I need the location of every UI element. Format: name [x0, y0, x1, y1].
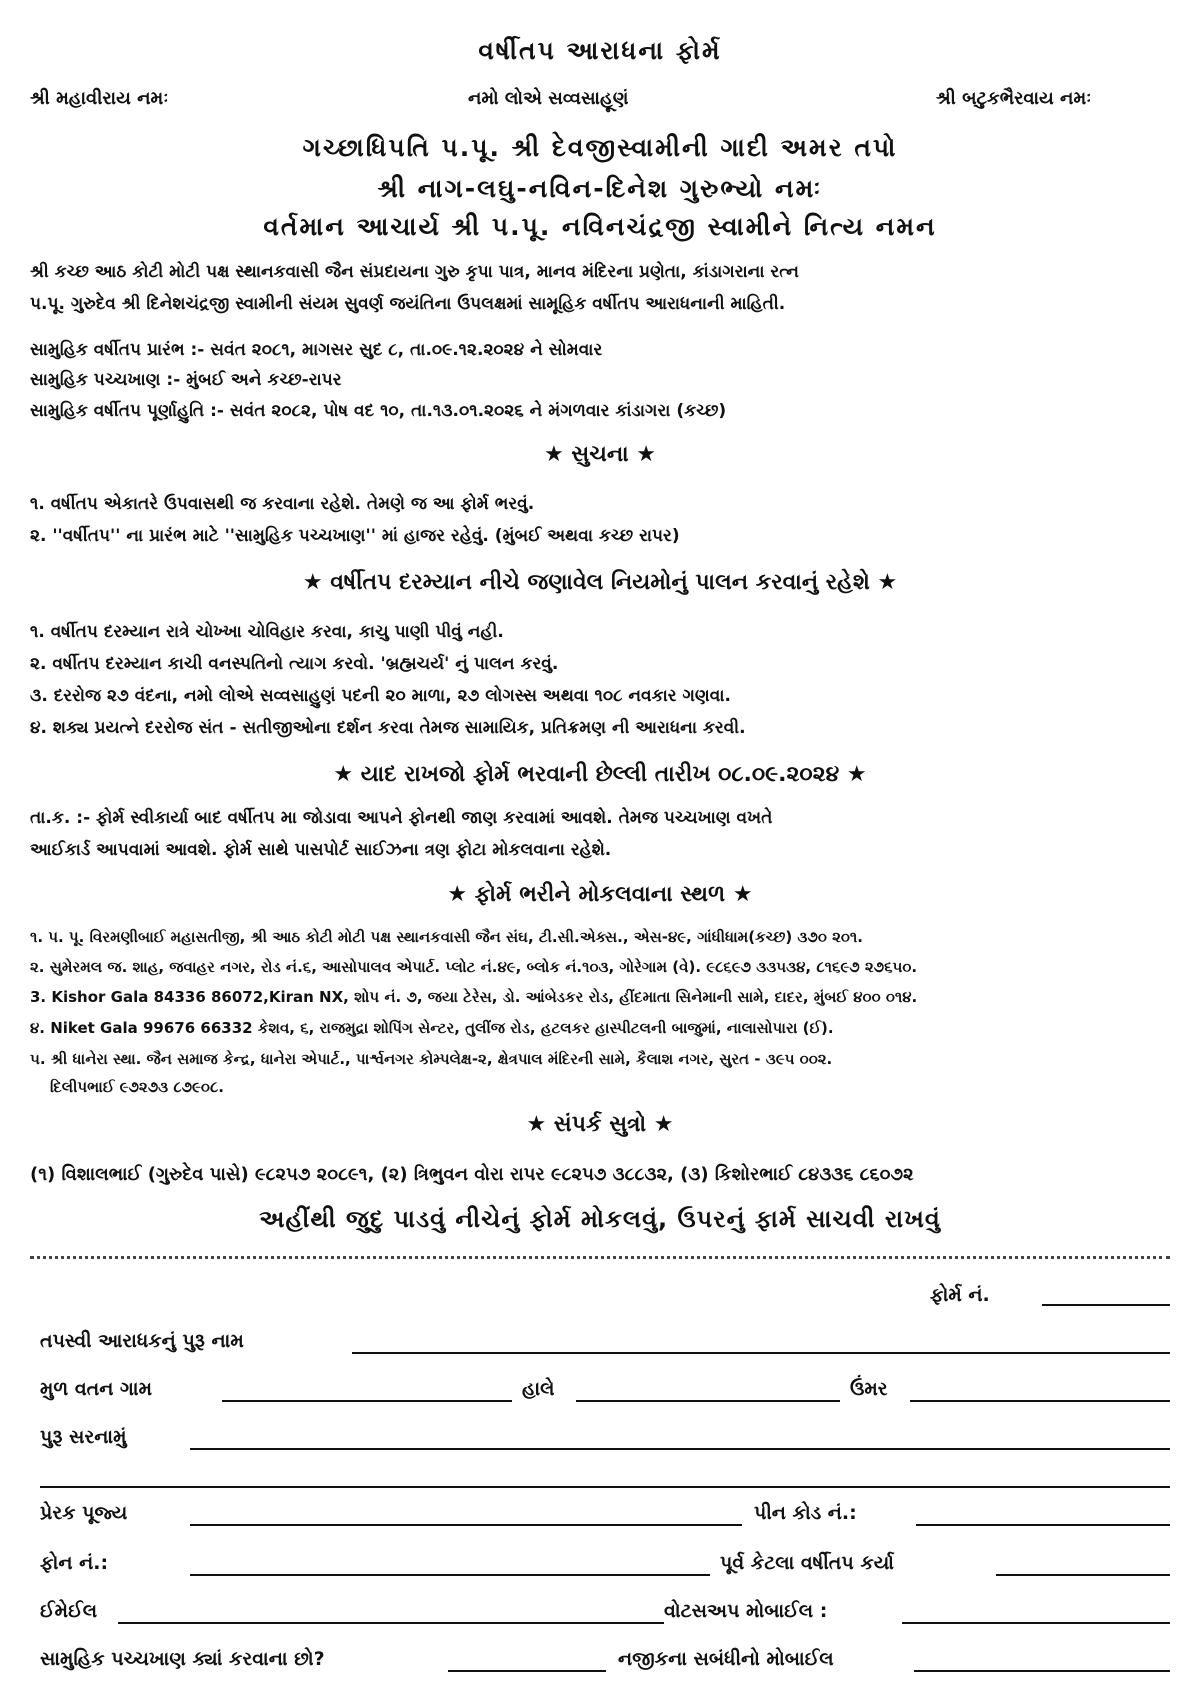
- address-label: પુરૂ સરનામું: [40, 1426, 127, 1448]
- native-village-field[interactable]: [222, 1400, 512, 1402]
- deadline-heading: ★ યાદ રાખજો ફોર્મ ભરવાની છેલ્લી તારીખ ૦૮.૦૯.૨૦૨૪ ★: [333, 762, 867, 787]
- intro-paragraph-1: શ્રી કચ્છ આઠ કોટી મોટી પક્ષ સ્થાનકવાસી જૈન સંપ્રદાયના ગુરુ કૃપા પાત્ર, માનવ મંદિરના પ્રણેતા, કાંડાગરાના રત્ન: [30, 262, 799, 282]
- native-village-label: મુળ વતન ગામ: [40, 1378, 152, 1400]
- contacts-heading: ★ સંપર્ક સુત્રો ★: [526, 1112, 674, 1137]
- address-item-cont: દિલીપભાઈ ૯૭૨૭૩ ૮૭૯૦૮.: [50, 1078, 224, 1096]
- address-item: ૨. સુમેરમલ જ. શાહ, જવાહર નગર, રોડ નં.૬, આસોપાલવ એપાર્ટ. પ્લોટ નં.૪૯, બ્લોક નં.૧૦૩, ગોરેગામ (વે). ૯૮૬૯૭ ૩૩૫૩૪, ૮૧૬૯૭ ૨૭૬૫૦.: [30, 958, 918, 976]
- current-field[interactable]: [576, 1400, 840, 1402]
- pin-label: પીન કોડ નં.:: [754, 1502, 857, 1524]
- right-invocation: શ્રી બટુકભૈરવાય નમઃ: [936, 88, 1092, 109]
- form-no-label: ફોર્મ નં.: [930, 1284, 990, 1306]
- phone-field[interactable]: [190, 1574, 710, 1576]
- left-invocation: શ્રી મહાવીરાય નમઃ: [30, 88, 169, 109]
- previous-field[interactable]: [996, 1574, 1170, 1576]
- contacts-line: (૧) વિશાલભાઈ (ગુરુદેવ પાસે) ૯૮૨૫૭ ૨૦૮૯૧, (૨) ત્રિભુવન વોરા રાપર ૯૮૨૫૭ ૩૮૮૩૨, (૩) કિશોરભાઈ ૮૪૩૩૬ ૮૬૦૭૨: [30, 1164, 914, 1185]
- relative-mobile-field[interactable]: [914, 1670, 1170, 1672]
- inspirer-field[interactable]: [190, 1524, 742, 1526]
- email-label: ઈમેઈલ: [40, 1600, 98, 1622]
- current-label: હાલે: [522, 1378, 555, 1400]
- deadline-note-1: તા.ક. :- ફોર્મ સ્વીકાર્યા બાદ વર્ષીતપ મા જોડાવા આપને ફોનથી જાણ કરવામાં આવશે. તેમજ પચ્ચખાણ વખતે: [30, 808, 773, 828]
- where-pachakhan-label: સામુહિક પચ્ચખાણ ક્યાં કરવાના છો?: [40, 1648, 325, 1670]
- page-title: વર્ષીતપ આરાધના ફોર્મ: [478, 36, 722, 65]
- lineage-line-2: શ્રી નાગ-લઘુ-નવિન-દિનેશ ગુરુભ્યો નમઃ: [377, 174, 823, 203]
- center-invocation: નમો લોએ સવ્વસાહૂણં: [468, 88, 629, 109]
- where-pachakhan-field[interactable]: [448, 1670, 606, 1672]
- notice-item: ૧. વર્ષીતપ એકાતરે ઉપવાસથી જ કરવાના રહેશે. તેમણે જ આ ફોર્મ ભરવું.: [30, 494, 535, 514]
- notice-heading: ★ સુચના ★: [544, 442, 656, 467]
- rules-heading: ★ વર્ષીતપ દરમ્યાન નીચે જણાવેલ નિયમોનું પાલન કરવાનું રહેશે ★: [302, 570, 898, 595]
- lineage-line-3: વર્તમાન આચાર્ય શ્રી પ.પૂ. નવિનચંદ્રજી સ્વામીને નિત્ય નમન: [263, 212, 937, 241]
- email-field[interactable]: [118, 1622, 664, 1624]
- age-label: ઉંમર: [850, 1378, 888, 1400]
- address-field-2[interactable]: [40, 1486, 1170, 1488]
- inspirer-label: પ્રેરક પૂજ્ય: [40, 1502, 128, 1524]
- rule-item: ૩. દરરોજ ૨૭ વંદના, નમો લોએ સવ્વસાહુણં પદની ૨૦ માળા, ૨૭ લોગસ્સ અથવા ૧૦૮ નવકાર ગણવા.: [30, 686, 731, 706]
- whatsapp-field[interactable]: [902, 1622, 1170, 1624]
- full-name-field[interactable]: [352, 1352, 1170, 1354]
- address-item: ૫. શ્રી ધાનેરા સ્થા. જૈન સમાજ કેન્દ્ર, ધાનેરા એપાર્ટ., પાર્શ્વનગર કોમ્પલેક્ષ-૨, ક્ષેત્રપાલ મંદિરની સામે, કૈલાશ નગર, સુરત - ૩૯૫ ૦૦૨.: [30, 1050, 833, 1068]
- pin-field[interactable]: [916, 1524, 1170, 1526]
- cut-note: અહીંથી જુદુ પાડવું નીચેનું ફોર્મ મોકલવું, ઉપરનું ફાર્મ સાચવી રાખવું: [259, 1205, 941, 1233]
- relative-mobile-label: નજીકના સબંધીનો મોબાઈલ: [618, 1648, 834, 1670]
- address-field-1[interactable]: [190, 1448, 1170, 1450]
- full-name-label: તપસ્વી આરાધકનું પુરૂ નામ: [40, 1330, 244, 1352]
- address-item: 3. Kishor Gala 84336 86072,Kiran NX, શોપ નં. ૭, જયા ટેરેસ, ડો. આંબેડકર રોડ, હીંદમાતા સિનેમાની સામે, દાદર, મુંબઈ ૪૦૦ ૦૧૪.: [30, 988, 918, 1006]
- start-info: સામુહિક વર્ષીતપ પ્રારંભ :- સવંત ૨૦૮૧, માગસર સુદ ૮, તા.૦૯.૧૨.૨૦૨૪ ને સોમવાર: [30, 340, 603, 360]
- phone-label: ફોન નં.:: [40, 1552, 109, 1574]
- age-field[interactable]: [910, 1400, 1170, 1402]
- cut-line: [30, 1256, 1170, 1259]
- deadline-note-2: આઈકાર્ડ આપવામાં આવશે. ફોર્મ સાથે પાસપોર્ટ સાઈઝના ત્રણ ફોટા મોકલવાના રહેશે.: [30, 840, 612, 860]
- end-info: સામુહિક વર્ષીતપ પૂર્ણાહુતિ :- સવંત ૨૦૮૨, પોષ વદ ૧૦, તા.૧૩.૦૧.૨૦૨૬ ને મંગળવાર કાંડાગરા (કચ્છ): [30, 401, 727, 421]
- form-no-field[interactable]: [1042, 1304, 1170, 1306]
- intro-paragraph-2: પ.પૂ. ગુરુદેવ શ્રી દિનેશચંદ્રજી સ્વામીની સંયમ સુવર્ણ જયંતિના ઉપલક્ષમાં સામૂહિક વર્ષીતપ આરાધનાની માહિતી.: [30, 294, 786, 314]
- address-item: ૧. પ. પૂ. વિરમણીબાઈ મહાસતીજી, શ્રી આઠ કોટી મોટી પક્ષ સ્થાનકવાસી જૈન સંઘ, ટી.સી.એક્સ., એસ-૪૯, ગાંધીધામ(કચ્છ) ૩૭૦ ૨૦૧.: [30, 928, 863, 946]
- lineage-line-1: ગચ્છાધિપતિ પ.પૂ. શ્રી દેવજીસ્વામીની ગાદી અમર તપો: [302, 133, 898, 162]
- rule-item: ૪. શક્ય પ્રયત્ને દરરોજ સંત - સતીજીઓના દર્શન કરવા તેમજ સામાયિક, પ્રતિક્રમણ ની આરાધના કરવી.: [30, 718, 746, 738]
- rule-item: ૨. વર્ષીતપ દરમ્યાન કાચી વનસ્પતિનો ત્યાગ કરવો. 'બ્રહ્મચર્ય' નું પાલન કરવું.: [30, 654, 559, 674]
- rule-item: ૧. વર્ષીતપ દરમ્યાન રાત્રે ચોખ્ખા ચોવિહાર કરવા, કાચુ પાણી પીવું નહી.: [30, 622, 504, 642]
- previous-label: પૂર્વ કેટલા વર્ષીતપ કર્યા: [720, 1552, 894, 1574]
- whatsapp-label: વોટસઅપ મોબાઈલ :: [664, 1600, 828, 1622]
- pachakhan-info: સામુહિક પચ્ચખાણ :- મુંબઈ અને કચ્છ-રાપર: [30, 370, 342, 390]
- notice-item: ૨. ''વર્ષીતપ'' ના પ્રારંભ માટે ''સામુહિક પચ્ચખાણ'' માં હાજર રહેવું. (મુંબઈ અથવા કચ્છ રાપર): [30, 526, 680, 546]
- address-item: ૪. Niket Gala 99676 66332 કેશવ, ૬, રાજમુદ્રા શોપિંગ સેન્ટર, તુલીંજ રોડ, હટલકર હાસ્પીટલની બાજુમાં, નાલાસોપારા (ઈ).: [30, 1019, 834, 1037]
- send-heading: ★ ફોર્મ ભરીને મોકલવાના સ્થળ ★: [447, 882, 753, 907]
